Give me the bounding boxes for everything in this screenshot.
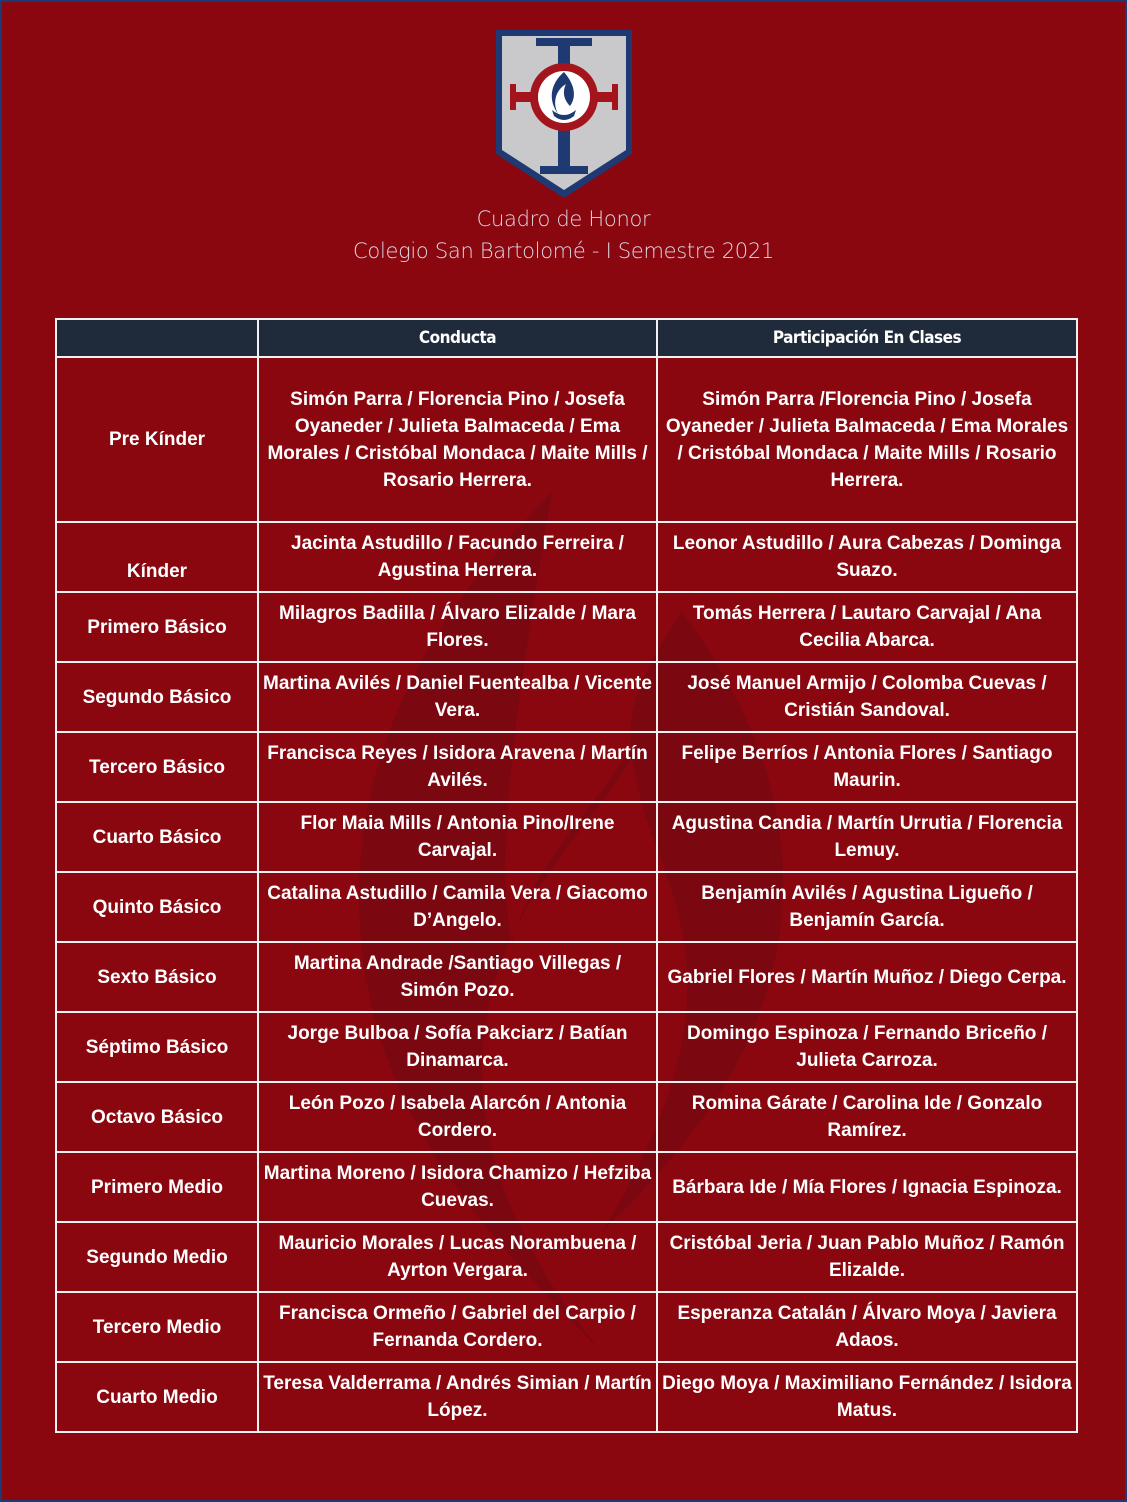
conducta-cell: Teresa Valderrama / Andrés Simian / Martín López. [258, 1362, 657, 1432]
grade-cell: Sexto Básico [56, 942, 258, 1012]
table-row [56, 1362, 1077, 1432]
table-row [56, 662, 1077, 732]
conducta-cell: Martina Moreno / Isidora Chamizo / Hefziba Cuevas. [258, 1152, 657, 1222]
conducta-cell: León Pozo / Isabela Alarcón / Antonia Cordero. [258, 1082, 657, 1152]
table-row [56, 802, 1077, 872]
participacion-cell: Agustina Candia / Martín Urrutia / Florencia Lemuy. [657, 802, 1077, 872]
column-header-conducta: Conducta [258, 319, 657, 357]
table-row [56, 592, 1077, 662]
participacion-cell: Tomás Herrera / Lautaro Carvajal / Ana Cecilia Abarca. [657, 592, 1077, 662]
participacion-cell: Diego Moya / Maximiliano Fernández / Isidora Matus. [657, 1362, 1077, 1432]
column-header-grade [56, 319, 258, 357]
conducta-cell: Martina Avilés / Daniel Fuentealba / Vicente Vera. [258, 662, 657, 732]
participacion-cell: Benjamín Avilés / Agustina Ligueño / Benjamín García. [657, 872, 1077, 942]
conducta-cell: Francisca Reyes / Isidora Aravena / Martín Avilés. [258, 732, 657, 802]
table-row [56, 1292, 1077, 1362]
participacion-cell: Domingo Espinoza / Fernando Briceño / Julieta Carroza. [657, 1012, 1077, 1082]
participacion-cell: Romina Gárate / Carolina Ide / Gonzalo Ramírez. [657, 1082, 1077, 1152]
grade-cell: Tercero Básico [56, 732, 258, 802]
grade-cell: Quinto Básico [56, 872, 258, 942]
table-row [56, 1152, 1077, 1222]
participacion-cell: Gabriel Flores / Martín Muñoz / Diego Cerpa. [657, 942, 1077, 1012]
grade-cell: Tercero Medio [56, 1292, 258, 1362]
column-header-participacion: Participación En Clases [657, 319, 1077, 357]
conducta-cell: Flor Maia Mills / Antonia Pino/Irene Carvajal. [258, 802, 657, 872]
grade-cell: Cuarto Básico [56, 802, 258, 872]
participacion-cell: Leonor Astudillo / Aura Cabezas / Dominga Suazo. [657, 522, 1077, 592]
page-subtitle: Colegio San Bartolomé - I Semestre 2021 [353, 239, 774, 263]
participacion-cell: Cristóbal Jeria / Juan Pablo Muñoz / Ramón Elizalde. [657, 1222, 1077, 1292]
table-row [56, 1222, 1077, 1292]
table-row [56, 357, 1077, 522]
grade-cell: Cuarto Medio [56, 1362, 258, 1432]
participacion-cell: Felipe Berríos / Antonia Flores / Santiago Maurin. [657, 732, 1077, 802]
title-block [2, 203, 1125, 267]
conducta-cell: Francisca Ormeño / Gabriel del Carpio / Fernanda Cordero. [258, 1292, 657, 1362]
conducta-cell: Simón Parra / Florencia Pino / Josefa Oyaneder / Julieta Balmaceda / Ema Morales / Cristóbal Mondaca / Maite Mills / Rosario Herrera. [258, 357, 657, 522]
honor-roll-table [55, 318, 1078, 1433]
conducta-cell: Jorge Bulboa / Sofía Pakciarz / Batían Dinamarca. [258, 1012, 657, 1082]
table-row [56, 872, 1077, 942]
grade-cell: Segundo Medio [56, 1222, 258, 1292]
page-title: Cuadro de Honor [476, 207, 651, 231]
conducta-cell: Milagros Badilla / Álvaro Elizalde / Mara Flores. [258, 592, 657, 662]
conducta-cell: Mauricio Morales / Lucas Norambuena / Ayrton Vergara. [258, 1222, 657, 1292]
table-row [56, 1012, 1077, 1082]
grade-cell: Segundo Básico [56, 662, 258, 732]
grade-cell: Primero Medio [56, 1152, 258, 1222]
school-crest-icon [492, 26, 636, 202]
table-row [56, 942, 1077, 1012]
table-row [56, 732, 1077, 802]
participacion-cell: Simón Parra /Florencia Pino / Josefa Oyaneder / Julieta Balmaceda / Ema Morales / Cristóbal Mondaca / Maite Mills / Rosario Herrera. [657, 357, 1077, 522]
participacion-cell: Bárbara Ide / Mía Flores / Ignacia Espinoza. [657, 1152, 1077, 1222]
conducta-cell: Jacinta Astudillo / Facundo Ferreira / Agustina Herrera. [258, 522, 657, 592]
grade-cell: Primero Básico [56, 592, 258, 662]
conducta-cell: Catalina Astudillo / Camila Vera / Giacomo D’Angelo. [258, 872, 657, 942]
grade-cell: Kínder [56, 522, 258, 592]
participacion-cell: Esperanza Catalán / Álvaro Moya / Javiera Adaos. [657, 1292, 1077, 1362]
conducta-cell: Martina Andrade /Santiago Villegas / Simón Pozo. [258, 942, 657, 1012]
grade-cell: Séptimo Básico [56, 1012, 258, 1082]
table-header-row [56, 319, 1077, 357]
table-row [56, 1082, 1077, 1152]
grade-cell: Pre Kínder [56, 357, 258, 522]
participacion-cell: José Manuel Armijo / Colomba Cuevas / Cristián Sandoval. [657, 662, 1077, 732]
table-row [56, 522, 1077, 592]
grade-cell: Octavo Básico [56, 1082, 258, 1152]
